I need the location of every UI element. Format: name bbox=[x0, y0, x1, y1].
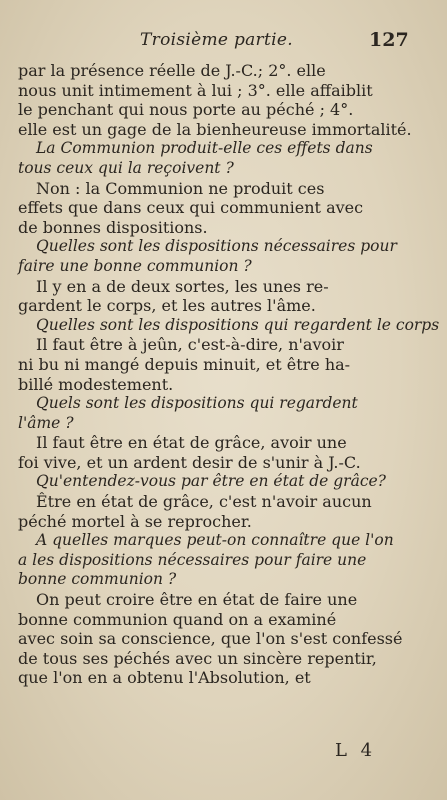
text-line: nous unit intimement à lui ; 3°. elle affaiblit bbox=[18, 80, 373, 100]
answer-line: Il faut être à jeûn, c'est-à-dire, n'avoir bbox=[36, 335, 344, 355]
page-header bbox=[0, 30, 447, 56]
question-line: A quelles marques peut-on connaître que l'on bbox=[36, 531, 394, 550]
question-line: a les dispositions nécessaires pour faire une bbox=[18, 550, 367, 569]
answer-line: Il y en a de deux sortes, les unes re- bbox=[36, 276, 329, 296]
question-line: faire une bonne communion ? bbox=[18, 256, 252, 275]
question-line: La Communion produit-elle ces effets dans bbox=[36, 139, 373, 158]
question-line: Quelles sont les dispositions nécessaires pour bbox=[36, 237, 397, 256]
answer-line: de tous ses péchés avec un sincère repentir, bbox=[18, 648, 377, 668]
question-line: Quels sont les dispositions qui regardent bbox=[36, 394, 358, 413]
question-line: bonne communion ? bbox=[18, 570, 177, 589]
answer-line: Il faut être en état de grâce, avoir une bbox=[36, 433, 347, 453]
answer-line: bonne communion quand on a examiné bbox=[18, 609, 337, 629]
answer-line: Non : la Communion ne produit ces bbox=[36, 178, 325, 198]
answer-line: que l'on en a obtenu l'Absolution, et bbox=[18, 668, 311, 688]
answer-line: Être en état de grâce, c'est n'avoir aucun bbox=[36, 492, 372, 512]
text-line: elle est un gage de la bienheureuse immortalité. bbox=[18, 119, 412, 139]
answer-line: de bonnes dispositions. bbox=[18, 217, 208, 237]
answer-line: ni bu ni mangé depuis minuit, et être ha- bbox=[18, 354, 351, 374]
question-line: Quelles sont les dispositions qui regardent le corps bbox=[36, 315, 440, 334]
text-line: par la présence réelle de J.-C.; 2°. elle bbox=[18, 61, 326, 80]
answer-line: billé modestement. bbox=[18, 374, 174, 394]
running-title: Troisième partie. bbox=[140, 30, 293, 50]
answer-line: On peut croire être en état de faire une bbox=[36, 590, 358, 610]
answer-line: péché mortel à se reprocher. bbox=[18, 511, 252, 531]
answer-line: avec soin sa conscience, que l'on s'est confessé bbox=[18, 629, 403, 649]
printer-signature-mark: L 4 bbox=[335, 740, 377, 761]
question-line: tous ceux qui la reçoivent ? bbox=[18, 158, 234, 177]
body-text bbox=[18, 61, 440, 688]
text-line: le penchant qui nous porte au péché ; 4°. bbox=[18, 100, 354, 120]
answer-line: gardent le corps, et les autres l'âme. bbox=[18, 296, 316, 316]
question-line: Qu'entendez-vous par être en état de grâce? bbox=[36, 472, 386, 491]
question-line: l'âme ? bbox=[18, 413, 74, 432]
page-number: 127 bbox=[369, 29, 409, 51]
answer-line: foi vive, et un ardent desir de s'unir à J.-C. bbox=[18, 452, 361, 472]
answer-line: effets que dans ceux qui communient avec bbox=[18, 198, 364, 218]
